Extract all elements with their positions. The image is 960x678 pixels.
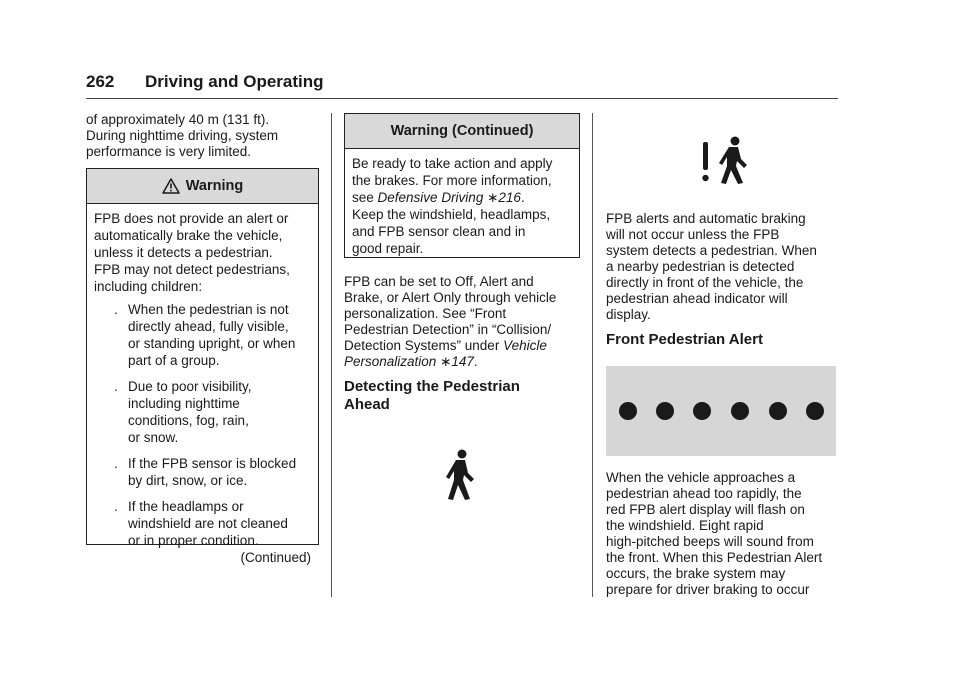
- warning-box: [86, 168, 319, 565]
- defensive-driving-link[interactable]: Defensive Driving: [377, 190, 484, 205]
- list-item: . If the FPB sensor is blocked by dirt, snow, or ice.: [114, 456, 297, 488]
- alert-dots-graphic: [606, 366, 836, 456]
- list-item: . Due to poor visibility, including nighttime conditions, fog, rain, or snow.: [114, 379, 252, 445]
- col2-paragraph: FPB can be set to Off, Alert and Brake, or Alert Only through vehicle personalization. See “Front Pedestrian Detection” in “Collision/ Detection Systems” under Vehicle Personalization ∗147.: [344, 274, 557, 369]
- warning-continued-body: Be ready to take action and apply the brakes. For more information, see Defensive Driving ∗216. Keep the windshield, headlamps, and FPB sensor clean and in good repair.: [352, 156, 553, 256]
- col1-intro: of approximately 40 m (131 ft). During nighttime driving, system performance is very limited.: [86, 112, 279, 159]
- column-divider-2: [592, 113, 593, 597]
- continued-label: (Continued): [240, 550, 311, 565]
- warning-triangle-icon: [162, 178, 180, 194]
- page-header-title: Driving and Operating: [145, 72, 324, 91]
- list-item: . When the pedestrian is not directly ahead, fully visible, or standing upright, or when part of a group.: [114, 302, 296, 368]
- warning-continued-box: [344, 113, 580, 258]
- warning-continued-header: [345, 114, 579, 149]
- warning-title: Warning: [185, 178, 244, 194]
- warning-bullets: [94, 301, 311, 549]
- warning-header: [87, 169, 318, 204]
- list-item: . If the headlamps or windshield are not cleaned or in proper condition.: [114, 499, 288, 548]
- header-rule: [86, 98, 838, 99]
- page-number: 262: [86, 72, 115, 91]
- col3-paragraph-1: FPB alerts and automatic braking will not occur unless the FPB system detects a pedestrian. When a nearby pedestrian is detected directly in front of the vehicle, the pedestrian ahead indicator will display.: [606, 211, 817, 322]
- warning-body: FPB does not provide an alert or automatically brake the vehicle, unless it detects a pedestrian. FPB may not detect pedestrians, including children: . When the pedestrian is not directly ahead, fully visible, or standing upright, or when part of a group. . Due to poor visibility, including nighttime conditions, fog, rain, or snow. . If the FPB sensor is blocked by dirt, snow, or ice. . If the headlamps or windshield are not cleaned or in proper condition. (Continued): [94, 211, 311, 565]
- section-heading-detecting: Detecting the Pedestrian Ahead: [344, 378, 520, 413]
- col3-paragraph-2: When the vehicle approaches a pedestrian ahead too rapidly, the red FPB alert display will flash on the windshield. Eight rapid high-pitched beeps will sound from the front. When this Pedestrian Alert occurs, the brake system may prepare for driver braking to occur: [606, 470, 823, 597]
- pedestrian-ahead-indicator-icon: [700, 136, 750, 184]
- front-pedestrian-alert-display: [606, 366, 836, 456]
- pedestrian-icon: [443, 449, 475, 501]
- page-ref-icon: ∗: [440, 354, 452, 369]
- warning-continued-title: Warning (Continued): [390, 123, 534, 139]
- column-divider-1: [331, 113, 332, 597]
- section-heading-front-pedestrian-alert: Front Pedestrian Alert: [606, 331, 763, 348]
- vehicle-personalization-link[interactable]: Vehicle: [503, 338, 547, 353]
- page-ref-icon: ∗: [487, 190, 499, 205]
